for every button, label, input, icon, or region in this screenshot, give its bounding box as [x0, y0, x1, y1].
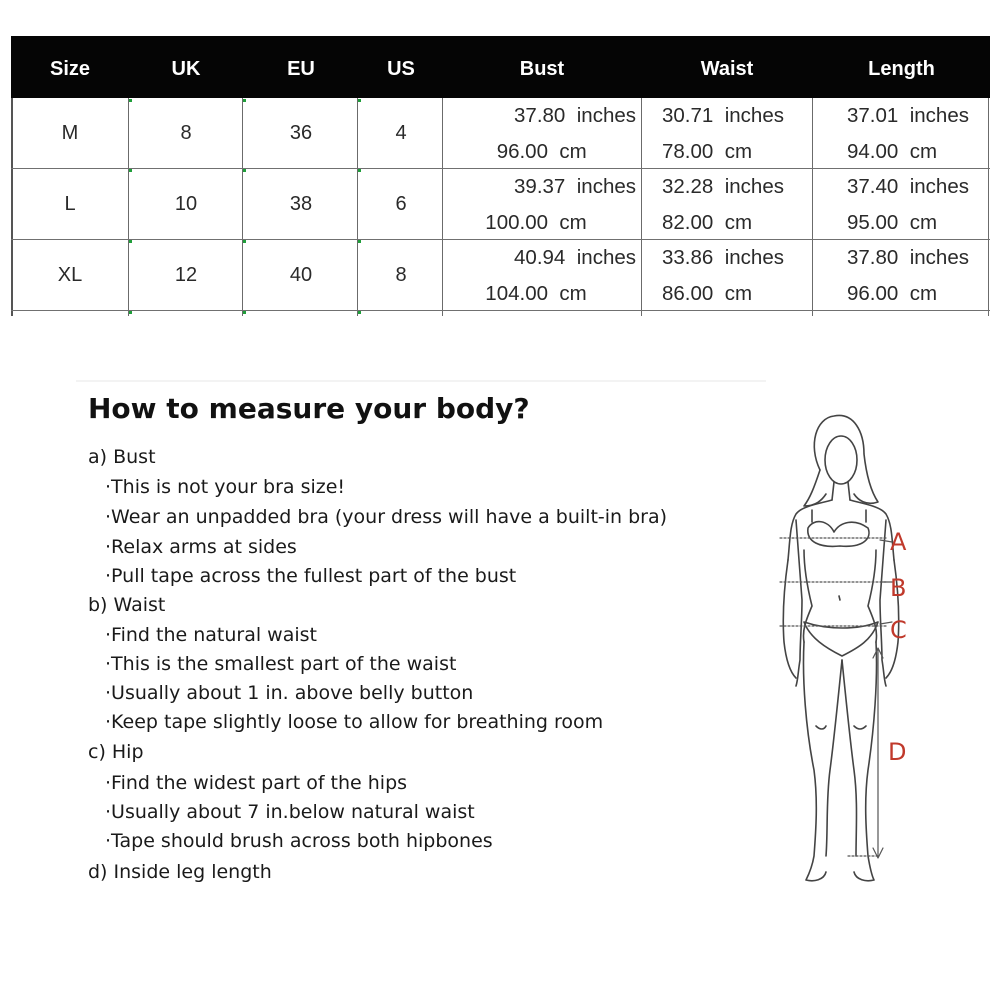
header-us: US: [387, 58, 415, 80]
cell-length-cm: 96.00 cm: [847, 282, 938, 305]
cell-waist-inches: 33.86 inches: [662, 246, 784, 269]
cell-uk: 12: [174, 264, 198, 286]
cell-uk: 8: [180, 122, 192, 144]
cell-marker: [129, 240, 132, 243]
guide-bullet: ·Usually about 7 in.below natural waist: [105, 801, 475, 823]
guide-bullet: ·Pull tape across the fullest part of the bust: [105, 565, 517, 587]
cell-us: 4: [395, 122, 407, 144]
table-border-right: [988, 98, 989, 316]
guide-bullet: ·Find the widest part of the hips: [105, 772, 408, 794]
guide-heading-bust: a) Bust: [88, 446, 156, 468]
guide-title: How to measure your body?: [88, 392, 530, 425]
guide-bullet: ·Wear an unpadded bra (your dress will have a built-in bra): [105, 506, 668, 528]
cell-eu: 38: [289, 193, 313, 215]
cell-bust-inches: 37.80 inches: [514, 104, 636, 127]
cell-marker: [358, 99, 361, 102]
cell-eu: 36: [289, 122, 313, 144]
row-divider: [11, 168, 990, 169]
cell-length-cm: 95.00 cm: [847, 211, 938, 234]
cell-length-inches: 37.80 inches: [847, 246, 969, 269]
guide-bullet: ·Find the natural waist: [105, 624, 317, 646]
size-chart-table: [11, 36, 990, 316]
guide-bullet: ·Usually about 1 in. above belly button: [105, 682, 474, 704]
cell-us: 8: [395, 264, 407, 286]
header-bust: Bust: [519, 58, 565, 80]
cell-us: 6: [395, 193, 407, 215]
cell-length-inches: 37.40 inches: [847, 175, 969, 198]
column-divider: [812, 98, 813, 316]
body-measurement-figure: [768, 410, 990, 890]
column-divider: [641, 98, 642, 316]
cell-marker: [358, 240, 361, 243]
cell-size: L: [64, 193, 76, 215]
guide-bullet: ·Tape should brush across both hipbones: [105, 830, 493, 852]
guide-heading-waist: b) Waist: [88, 594, 166, 616]
figure-label-bust: A: [890, 528, 907, 556]
cell-bust-inches: 39.37 inches: [514, 175, 636, 198]
cell-length-cm: 94.00 cm: [847, 140, 938, 163]
figure-label-inside-leg: D: [888, 738, 907, 766]
cell-marker: [243, 240, 246, 243]
header-uk: UK: [171, 58, 201, 80]
guide-heading-inside-leg: d) Inside leg length: [88, 861, 272, 883]
table-header: [11, 36, 990, 98]
guide-divider: [76, 380, 766, 382]
guide-bullet: ·This is the smallest part of the waist: [105, 653, 457, 675]
cell-bust-cm: 100.00 cm: [485, 211, 587, 234]
cell-bust-cm: 96.00 cm: [496, 140, 587, 163]
header-waist: Waist: [700, 58, 754, 80]
cell-size: M: [61, 122, 79, 144]
cell-waist-inches: 30.71 inches: [662, 104, 784, 127]
cell-marker: [243, 311, 246, 314]
guide-bullet: ·Relax arms at sides: [105, 536, 297, 558]
cell-marker: [243, 99, 246, 102]
row-divider: [11, 310, 990, 311]
cell-size: XL: [57, 264, 83, 286]
cell-marker: [129, 99, 132, 102]
cell-bust-cm: 104.00 cm: [485, 282, 587, 305]
row-divider: [11, 239, 990, 240]
cell-waist-cm: 82.00 cm: [662, 211, 753, 234]
cell-length-inches: 37.01 inches: [847, 104, 969, 127]
cell-marker: [358, 311, 361, 314]
cell-waist-inches: 32.28 inches: [662, 175, 784, 198]
figure-label-waist: B: [890, 574, 907, 602]
header-size: Size: [49, 58, 91, 80]
cell-uk: 10: [174, 193, 198, 215]
header-length: Length: [868, 58, 935, 80]
cell-marker: [129, 169, 132, 172]
cell-waist-cm: 86.00 cm: [662, 282, 753, 305]
cell-waist-cm: 78.00 cm: [662, 140, 753, 163]
cell-marker: [358, 169, 361, 172]
guide-bullet: ·This is not your bra size!: [105, 476, 346, 498]
cell-marker: [243, 169, 246, 172]
cell-eu: 40: [289, 264, 313, 286]
figure-label-hip: C: [890, 616, 907, 644]
cell-marker: [129, 311, 132, 314]
cell-bust-inches: 40.94 inches: [514, 246, 636, 269]
guide-heading-hip: c) Hip: [88, 741, 144, 763]
guide-bullet: ·Keep tape slightly loose to allow for breathing room: [105, 711, 604, 733]
header-eu: EU: [287, 58, 315, 80]
